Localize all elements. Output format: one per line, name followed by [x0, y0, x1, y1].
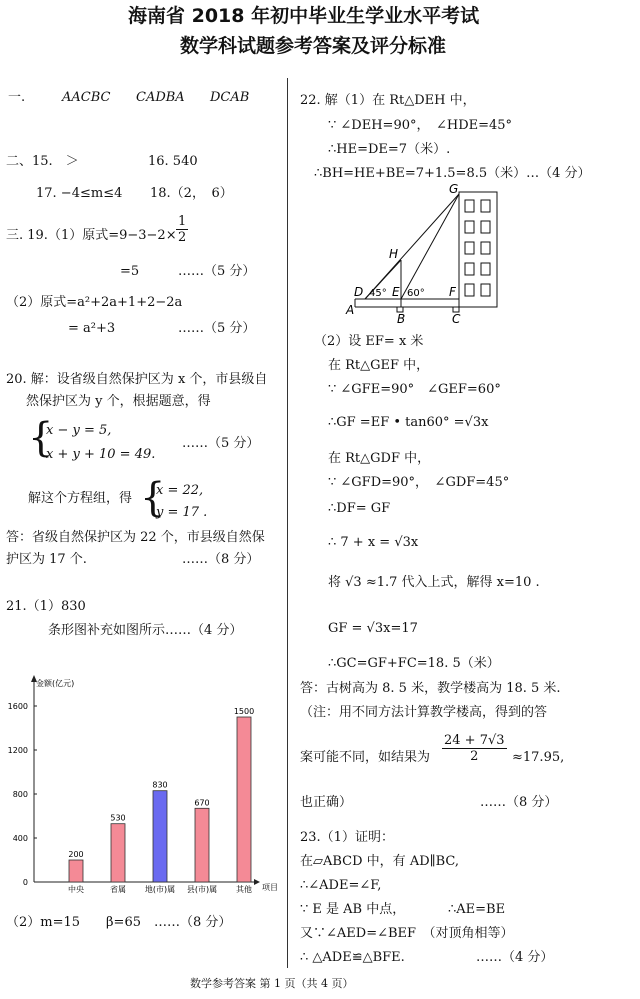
section1-label: 一.	[8, 90, 26, 105]
q23-line5: 又∵∠AED=∠BEF （对顶角相等）	[300, 926, 514, 941]
q22-line16: 答：古树高为 8. 5 米，教学楼高为 18. 5 米.	[300, 681, 561, 696]
q20-solution2: y = 17 .	[156, 505, 208, 520]
chart-category-label: 中央	[68, 885, 84, 894]
q20-answer-line1: 答：省级自然保护区为 22 个，市县级自然保	[6, 530, 265, 545]
fig-label-G: G	[449, 182, 459, 196]
fig-label-H: H	[389, 247, 399, 261]
q18-answer: 18.（2， 6）	[150, 186, 233, 201]
chart-y-label: 金额(亿元)	[36, 679, 75, 688]
q23-line4b: ∴AE=BE	[448, 902, 506, 917]
page-title: 海南省 2018 年初中毕业生学业水平考试	[128, 5, 480, 27]
fig-label-D: D	[354, 285, 364, 299]
q19-result: =5	[120, 264, 140, 279]
q23-score: ……（4 分）	[476, 950, 554, 965]
q20-answer-line2: 护区为 17 个.	[6, 552, 87, 567]
chart-y-tick-label: 400	[12, 834, 28, 843]
q17-answer: 17. −4≤m≤4	[36, 186, 123, 201]
chart-category-label: 省属	[110, 885, 126, 894]
q20-solution-brace: {	[140, 475, 166, 521]
q21-part1: 21.（1）830	[6, 599, 86, 614]
q22-line6: 在 Rt△GEF 中，	[328, 358, 430, 373]
q20-solution1: x = 22,	[156, 483, 204, 498]
fig-label-E: E	[392, 285, 400, 299]
fig-label-B: B	[397, 312, 406, 326]
fig-label-A: A	[346, 303, 355, 317]
q23-line4: ∵ E 是 AB 中点，	[300, 902, 406, 917]
chart-value-label: 670	[194, 798, 210, 808]
q19-part2-result: = a²+3	[68, 321, 116, 336]
q21-part1-note: 条形图补充如图所示……（4 分）	[48, 623, 243, 638]
q19-fraction-den: 2	[178, 230, 187, 245]
chart-bar	[237, 717, 251, 882]
q20-line2: 然保护区为 y 个，根据题意，得	[26, 394, 211, 409]
q19-score2: ……（5 分）	[178, 321, 256, 336]
q22-line3: ∴HE=DE=7（米）.	[328, 142, 451, 157]
q23-line1: 23.（1）证明：	[300, 830, 394, 845]
chart-y-tick-label: 800	[12, 790, 28, 799]
q23-line2: 在▱ABCD 中，有 AD∥BC,	[300, 854, 460, 869]
q23-line3: ∴∠ADE=∠F,	[300, 878, 382, 893]
geometry-figure	[345, 182, 545, 327]
q15-answer: 二、15. ＞	[6, 154, 79, 169]
fig-label-F: F	[449, 285, 456, 299]
chart-category-label: 地(市)属	[144, 885, 176, 894]
q22-line18: 案可能不同，如结果为	[300, 750, 431, 765]
chart-value-label: 1500	[233, 707, 255, 716]
chart-category-label: 其他	[236, 885, 252, 894]
q21-part2: （2）m=15 β=65 ……（8 分）	[6, 915, 232, 930]
q16-answer: 16. 540	[148, 154, 198, 169]
q22-line9: 在 Rt△GDF 中，	[328, 451, 431, 466]
chart-bar	[195, 808, 209, 882]
column-divider	[287, 78, 288, 968]
q20-score2: ……（8 分）	[182, 552, 260, 567]
q19-fraction-num: 1	[178, 214, 187, 229]
q22-line14: GF = √3x=17	[328, 621, 418, 636]
q20-solve-text: 解这个方程组，得	[28, 491, 133, 506]
q19-score1: ……（5 分）	[178, 264, 256, 279]
chart-value-label: 200	[68, 850, 84, 859]
answer-group-2: CADBA	[136, 90, 185, 105]
chart-value-label: 830	[152, 780, 168, 790]
chart-category-label: 县(市)属	[186, 885, 218, 894]
answer-group-1: AACBC	[62, 90, 111, 105]
q20-equation1: x − y = 5,	[46, 423, 112, 438]
q22-line17: （注：用不同方法计算教学楼高，得到的答	[300, 705, 548, 720]
q23-line6: ∴ △ADE≌△BFE.	[300, 950, 405, 965]
page-subtitle: 数学科试题参考答案及评分标准	[180, 35, 447, 57]
chart-x-axis-arrow	[254, 879, 260, 885]
q22-line1: 22. 解（1）在 Rt△DEH 中，	[300, 93, 476, 108]
chart-bar	[111, 824, 125, 882]
fig-label-C: C	[452, 312, 461, 326]
chart-value-label: 530	[110, 813, 126, 823]
q22-line20: 也正确）	[300, 795, 353, 810]
q19-fraction	[176, 214, 188, 245]
q22-line2: ∵ ∠DEH=90°， ∠HDE=45°	[328, 118, 513, 133]
chart-bar	[153, 791, 167, 882]
q20-system-brace: {	[28, 415, 54, 461]
chart-y-tick-label: 1600	[7, 702, 28, 711]
q22-line11: ∴DF= GF	[328, 501, 391, 516]
q22-line5: （2）设 EF= x 米	[314, 334, 424, 349]
q20-score1: ……（5 分）	[182, 436, 260, 451]
q22-line7: ∵ ∠GFE=90° ∠GEF=60°	[328, 382, 501, 397]
q20-line1: 20. 解：设省级自然保护区为 x 个，市县级自	[6, 372, 268, 387]
chart-x-label: 项目	[262, 883, 278, 892]
q22-fraction	[442, 733, 507, 764]
q19-part1: 三. 19.（1）原式=9−3−2×	[6, 228, 177, 243]
q22-line4: ∴BH=HE+BE=7+1.5=8.5（米）…（4 分）	[314, 166, 591, 181]
q20-equation2: x + y + 10 = 49.	[46, 447, 156, 462]
q19-part2: （2）原式=a²+2a+1+2−2a	[6, 295, 183, 310]
q22-line8: ∴GF =EF • tan60° =√3x	[328, 415, 489, 430]
q22-line10: ∵ ∠GFD=90°， ∠GDF=45°	[328, 475, 510, 490]
q22-line19: ≈17.95,	[512, 750, 565, 765]
answer-group-3: DCAB	[210, 90, 250, 105]
page-footer: 数学参考答案 第 1 页（共 4 页）	[190, 977, 354, 990]
chart-y-tick-label: 1200	[7, 746, 28, 755]
q22-fraction-num: 24 + 7√3	[444, 733, 505, 748]
q22-line12: ∴ 7 + x = √3x	[328, 535, 419, 550]
bar-chart	[0, 670, 290, 910]
q22-score: ……（8 分）	[480, 795, 558, 810]
fig-angle-45: 45°	[369, 288, 387, 299]
fig-angle-60: 60°	[407, 288, 425, 299]
building	[459, 192, 497, 307]
q22-line13: 将 √3 ≈1.7 代入上式，解得 x=10 .	[328, 575, 540, 590]
q22-fraction-den: 2	[470, 749, 479, 764]
chart-bar	[69, 860, 83, 882]
q22-line15: ∴GC=GF+FC=18. 5（米）	[328, 656, 500, 671]
chart-y-tick-label: 0	[22, 878, 28, 887]
